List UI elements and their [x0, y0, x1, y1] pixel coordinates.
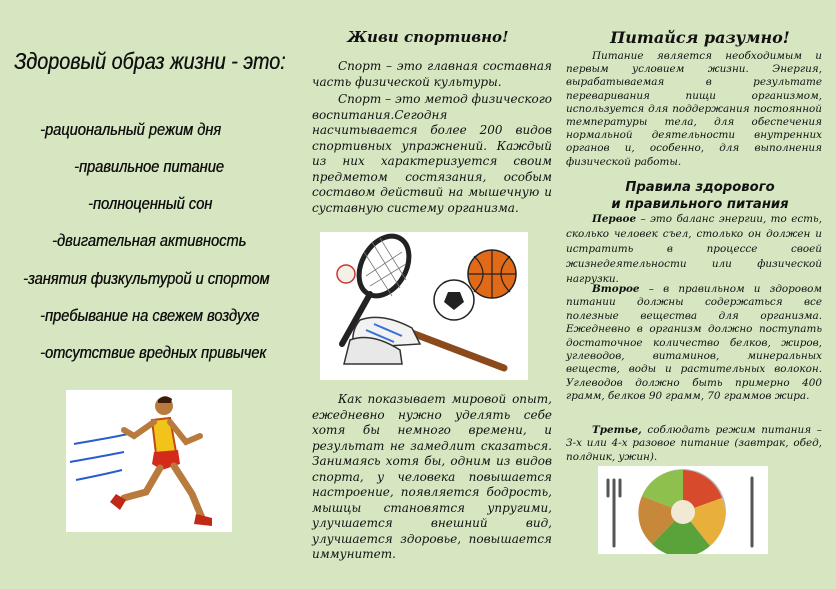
list-item: -отсутствие вредных привычек	[40, 343, 267, 362]
rule-second-lead: Второе	[592, 283, 640, 295]
rules-title-line-2: и правильного питания	[611, 197, 789, 212]
list-item: -двигательная активность	[52, 231, 247, 250]
rule-third-lead: Третье,	[592, 424, 642, 436]
sport-paragraph-2: Спорт – это метод физического воспитания.Сегодня насчитывается более 200 видов спортивных упражнений. Каждый из них характеризуется своим предметом состязания, особым составом действий на мышечную и суставную систему организма.	[312, 92, 552, 215]
sport-paragraph-1: Спорт – это главная составная часть физической культуры.	[312, 59, 552, 89]
nutrition-paragraph: Питание является необходимым и первым условием жизни. Энергия, вырабатываемая в результате переваривания пищи организмом, используется для поддержания постоянной температуры тела, для обеспечения нормальной деятельности внутренних органов и, особенно, для выполнения физической работы.	[566, 50, 822, 168]
rule-first-text: – это баланс энергии, то есть, сколько человек съел, столько он должен и истратить в процессе своей жизнедеятельности или физической нагрузки.	[566, 213, 822, 285]
healthy-plate-illustration	[598, 466, 768, 554]
list-item: -полноценный сон	[88, 194, 213, 213]
list-item: -рациональный режим дня	[40, 120, 222, 139]
runner-illustration	[66, 390, 232, 532]
list-item: -правильное питание	[74, 157, 224, 176]
list-item: -пребывание на свежем воздухе	[40, 306, 260, 325]
sport-paragraph-3: Как показывает мировой опыт, ежедневно нужно уделять себе хотя бы немного времени, и результат не замедлит сказаться. Занимаясь хотя бы, одним из видов спорта, у человека повышается настроение, появляется бодрость, мышцы становятся упругими, улучшается внешний вид, улучшается здоровье, повышается иммунитет.	[312, 392, 552, 561]
rule-first-lead: Первое	[592, 213, 637, 225]
sports-equipment-illustration	[320, 232, 528, 380]
rule-third-text: соблюдать режим питания – 3-х или 4-х разовое питание (завтрак, обед, полдник, ужин).	[566, 424, 822, 463]
nutrition-section-title: Питайся разумно!	[610, 28, 790, 47]
rule-first	[566, 212, 822, 287]
rule-third	[566, 424, 822, 464]
healthy-lifestyle-title: Здоровый образ жизни - это:	[14, 48, 286, 74]
rule-second-text: – в правильном и здоровом питании должны содержаться все полезные вещества для организма. Ежедневно в организм должно поступать достаточное количество белков, жиров, углеводов, витаминов, минеральных веществ, воды и растительных волокон. Углеводов должно быть примерно 400 грамм, белков 90 грамм, 70 граммов жира.	[566, 283, 822, 403]
rules-title-line-1: Правила здорового	[625, 180, 775, 195]
rule-second	[566, 283, 822, 404]
list-item: -занятия физкультурой и спортом	[23, 269, 270, 288]
sport-section-title: Живи спортивно!	[347, 28, 509, 46]
